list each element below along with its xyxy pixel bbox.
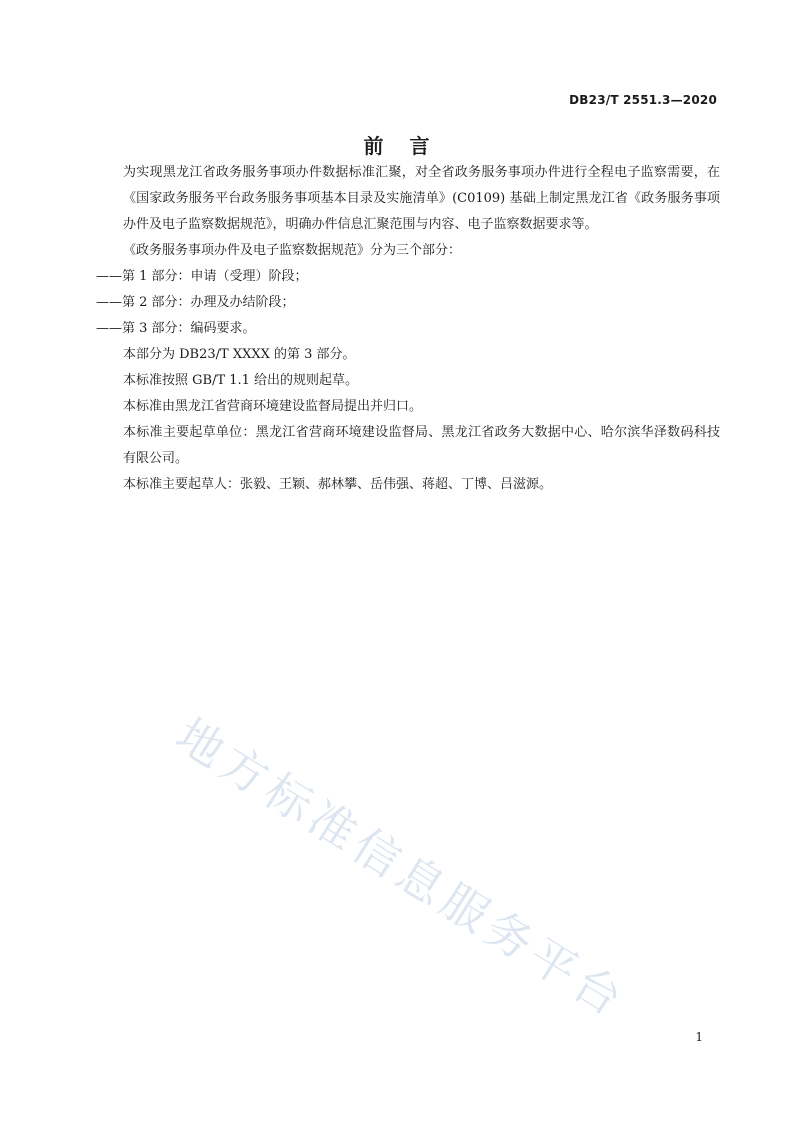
document-code: DB23/T 2551.3—2020 xyxy=(569,93,717,107)
foreword-body xyxy=(96,160,720,498)
list-item-part-2: ——第 2 部分：办理及办结阶段； xyxy=(96,295,295,310)
paragraph-purpose: 为实现黑龙江省政务服务事项办件数据标准汇聚，对全省政务服务事项办件进行全程电子监察需要，在《国家政务服务平台政务服务事项基本目录及实施清单》(C0109) 基础上制定黑龙江省《政务服务事项办件及电子监察数据规范》，明确办件信息汇聚范围与内容、电子监察数据要求等。 xyxy=(123,165,720,232)
paragraph-parts-intro: 《政务服务事项办件及电子监察数据规范》分为三个部分： xyxy=(123,243,462,258)
title-char-2: 言 xyxy=(409,134,430,158)
paragraph-this-part: 本部分为 DB23/T XXXX 的第 3 部分。 xyxy=(123,347,356,362)
paragraph-drafting-units: 本标准主要起草单位：黑龙江省营商环境建设监督局、黑龙江省政务大数据中心、哈尔滨华泽数码科技有限公司。 xyxy=(123,425,720,466)
page-title xyxy=(0,130,793,159)
list-item-part-1: ——第 1 部分：申请（受理）阶段； xyxy=(96,269,308,284)
paragraph-drafting-rules: 本标准按照 GB/T 1.1 给出的规则起草。 xyxy=(123,373,359,388)
list-item-part-3: ——第 3 部分：编码要求。 xyxy=(96,321,256,336)
paragraph-proposer: 本标准由黑龙江省营商环境建设监督局提出并归口。 xyxy=(123,399,423,414)
watermark-text: 地方标准信息服务平台 xyxy=(166,707,637,1029)
page-number: 1 xyxy=(695,1030,703,1044)
paragraph-drafters: 本标准主要起草人：张毅、王颖、郝林攀、岳伟强、蒋超、丁博、吕滋源。 xyxy=(123,477,553,492)
title-char-1: 前 xyxy=(363,134,384,158)
